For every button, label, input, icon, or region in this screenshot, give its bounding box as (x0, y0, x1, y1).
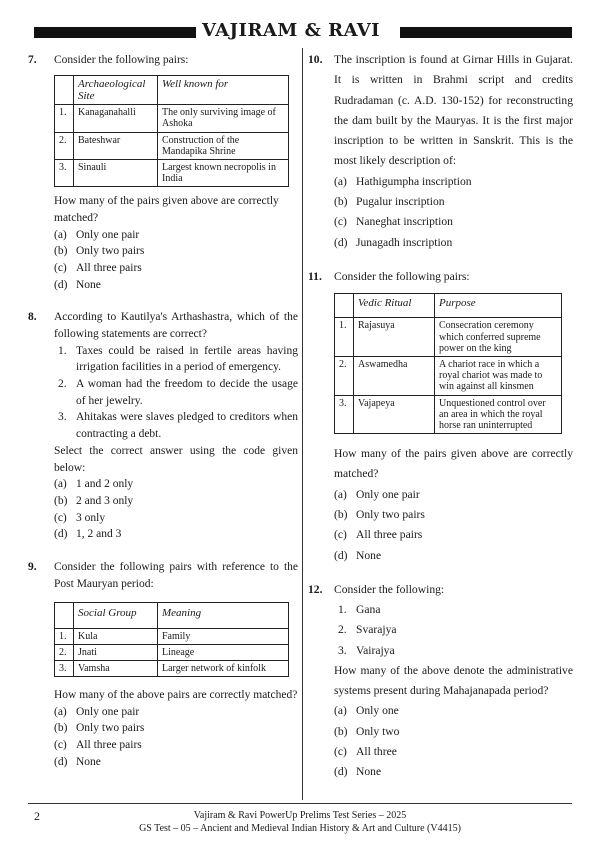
option-a[interactable]: (a) Only one pair (54, 228, 140, 241)
table-row: 3. Sinauli Largest known necropolis in India (55, 160, 289, 187)
page-header (34, 22, 572, 40)
option-c[interactable]: (c) All three pairs (334, 528, 423, 542)
question-number: 12. (308, 582, 323, 596)
table-row: 1. Kula Family (55, 628, 289, 644)
question-number: 9. (28, 560, 37, 573)
question-number: 10. (308, 53, 323, 66)
option-d[interactable]: (d) Junagadh inscription (334, 235, 453, 249)
question-text: The inscription is found at Girnar Hills in Gujarat. It is written in Brahmi script and credits Rudradaman (c. A.D. 130-152) for reconstructing the dam built by the Mauryas. It is the first major inscription to be written in Sanskrit. This is the most likely description of: (334, 53, 573, 168)
option-d[interactable]: (d) None (54, 278, 101, 291)
header-title: VAJIRAM & RAVI (202, 20, 381, 41)
question-number: 7. (28, 54, 37, 66)
footer-test: GS Test – 05 – Ancient and Medieval Indian History & Art and Culture (V4415) (139, 823, 461, 834)
option-c[interactable]: (c) All three (334, 745, 397, 759)
question-prompt: How many of the above pairs are correctly matched? (54, 689, 298, 702)
option-c[interactable]: (c) All three pairs (54, 262, 142, 275)
table-header: Purpose (435, 294, 562, 318)
question-8 (28, 309, 298, 542)
option-b[interactable]: (b) Only two pairs (54, 245, 145, 258)
question-prompt: How many of the pairs given above are correctly matched? (334, 447, 573, 481)
table-row: 1. Kanaganahalli The only surviving image of Ashoka (55, 105, 289, 132)
question-11 (308, 267, 573, 566)
option-a[interactable]: (a) Only one pair (54, 705, 140, 718)
option-b[interactable]: (b) Pugalur inscription (334, 194, 445, 208)
option-c[interactable]: (c) All three pairs (54, 739, 142, 752)
option-b[interactable]: (b) 2 and 3 only (54, 494, 134, 507)
question-text: Consider the following: (334, 582, 445, 596)
option-d[interactable]: (d) 1, 2 and 3 (54, 528, 122, 541)
option-b[interactable]: (b) Only two (334, 724, 400, 738)
list-item: 3. Vairajya (338, 643, 395, 657)
pairs-table (54, 75, 289, 188)
option-a[interactable]: (a) Only one pair (334, 487, 420, 501)
header-bar-left (34, 27, 196, 38)
table-header: Archaeological Site (74, 75, 158, 105)
right-column (308, 50, 573, 783)
option-d[interactable]: (d) None (334, 548, 382, 562)
table-header: Meaning (158, 603, 289, 628)
table-row: 3. Vajapeya Unquestioned control over an area in which the royal horse ran uninterrupted (335, 395, 562, 434)
pairs-table (334, 293, 562, 434)
option-d[interactable]: (d) None (334, 765, 382, 779)
question-text: Consider the following pairs with reference to the Post Mauryan period: (54, 560, 298, 590)
statement: 1. Taxes could be raised in fertile areas having irrigation facilities in a period of emergency. (58, 344, 298, 374)
table-header: Vedic Ritual (354, 294, 435, 318)
question-number: 11. (308, 269, 322, 283)
question-prompt: How many of the pairs given above are correctly matched? (54, 195, 279, 225)
option-a[interactable]: (a) Hathigumpha inscription (334, 174, 472, 188)
option-b[interactable]: (b) Only two pairs (334, 507, 425, 521)
question-12 (308, 580, 573, 783)
statement: 3. Ahitakas were slaves pledged to creditors when contracting a debt. (58, 411, 298, 441)
question-prompt: How many of the above denote the administrative systems present during Mahajanapada period? (334, 663, 573, 698)
page-number: 2 (34, 809, 40, 823)
question-text: Consider the following pairs: (54, 54, 189, 66)
table-row: 2. Jnati Lineage (55, 644, 289, 660)
question-text: According to Kautilya's Arthashastra, which of the following statements are correct? (54, 311, 298, 341)
question-7 (28, 52, 298, 293)
question-9 (28, 559, 298, 771)
list-item: 2. Svarajya (338, 623, 397, 637)
table-row: 1. Rajasuya Consecration ceremony which conferred supreme power on the king (335, 318, 562, 357)
option-a[interactable]: (a) Only one (334, 704, 399, 718)
footer-series: Vajiram & Ravi PowerUp Prelims Test Series – 2025 (193, 810, 407, 821)
statement: 2. A woman had the freedom to decide the usage of her jewelry. (58, 378, 298, 407)
option-b[interactable]: (b) Only two pairs (54, 722, 145, 735)
option-c[interactable]: (c) Naneghat inscription (334, 215, 453, 229)
option-a[interactable]: (a) 1 and 2 only (54, 478, 134, 491)
select-instruction: Select the correct answer using the code given below: (54, 444, 298, 474)
column-divider (302, 48, 303, 800)
table-header: Social Group (74, 603, 158, 628)
question-text: Consider the following pairs: (334, 269, 470, 283)
option-c[interactable]: (c) 3 only (54, 511, 106, 524)
footer-rule (28, 803, 572, 804)
table-row: 2. Aswamedha A chariot race in which a royal chariot was made to win against all kinsmen (335, 356, 562, 395)
question-number: 8. (28, 311, 37, 324)
list-item: 1. Gana (338, 603, 381, 617)
header-bar-right (400, 27, 572, 38)
left-column (28, 50, 298, 770)
table-row: 3. Vamsha Larger network of kinfolk (55, 660, 289, 676)
question-10 (308, 50, 573, 253)
table-header: Well known for (158, 75, 289, 105)
pairs-table (54, 602, 289, 677)
table-row: 2. Bateshwar Construction of the Mandapika Shrine (55, 132, 289, 159)
option-d[interactable]: (d) None (54, 755, 101, 768)
